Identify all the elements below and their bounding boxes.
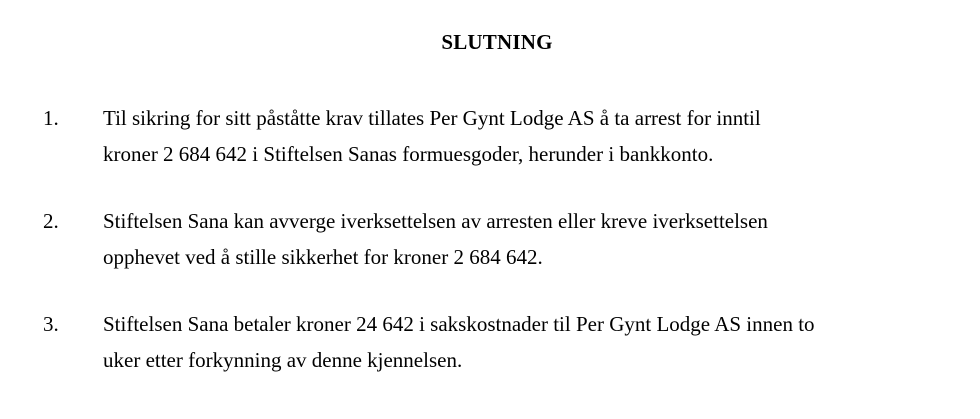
document-heading: SLUTNING — [441, 30, 553, 54]
item-line: Stiftelsen Sana betaler kroner 24 642 i sakskostnader til Per Gynt Lodge AS innen to — [103, 312, 815, 336]
item-line: kroner 2 684 642 i Stiftelsen Sanas formuesgoder, herunder i bankkonto. — [103, 142, 714, 166]
item-line: Til sikring for sitt påståtte krav tillates Per Gynt Lodge AS å ta arrest for inntil — [103, 106, 761, 130]
item-line: uker etter forkynning av denne kjennelsen. — [103, 348, 463, 372]
item-line: Stiftelsen Sana kan avverge iverksettelsen av arresten eller kreve iverksettelsen — [103, 209, 768, 233]
item-number: 3. — [43, 312, 59, 336]
item-number: 1. — [43, 106, 59, 130]
item-number: 2. — [43, 209, 59, 233]
item-text — [103, 203, 973, 275]
item-text — [103, 100, 973, 172]
item-text — [103, 306, 973, 378]
item-line: opphevet ved å stille sikkerhet for kroner 2 684 642. — [103, 245, 543, 269]
